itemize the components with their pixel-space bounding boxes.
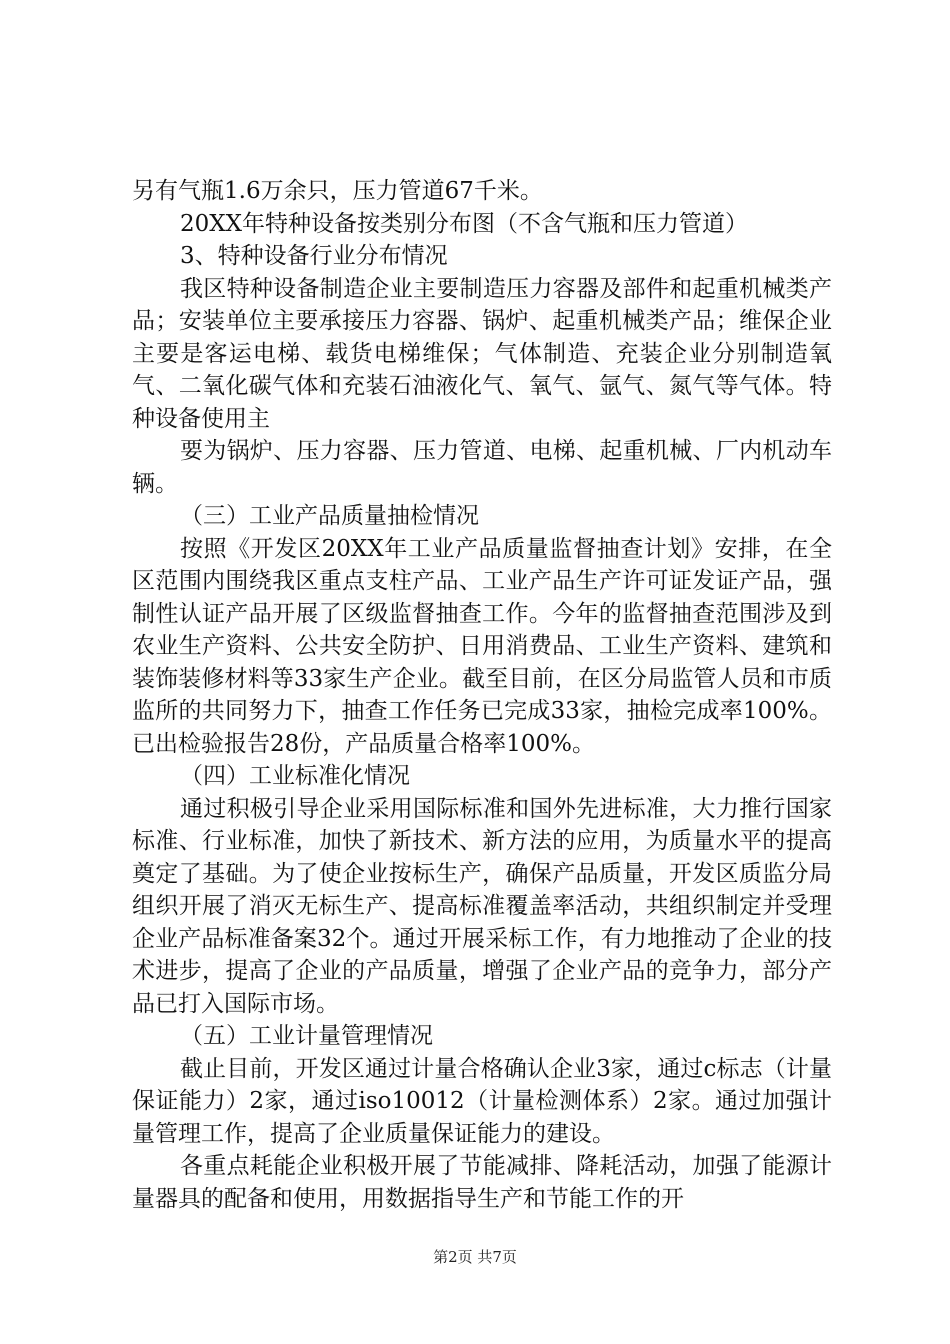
document-body [132,175,832,1215]
section-heading: （五）工业计量管理情况 [180,1023,433,1049]
paragraph: 各重点耗能企业积极开展了节能减排、降耗活动，加强了能源计量器具的配备和使用，用数据指导生产和节能工作的开 [132,1153,832,1212]
paragraph: 通过积极引导企业采用国际标准和国外先进标准，大力推行国家标准、行业标准，加快了新技术、新方法的应用，为质量水平的提高奠定了基础。为了使企业按标生产，确保产品质量，开发区质监分局组织开展了消灭无标生产、提高标准覆盖率活动，共组织制定并受理企业产品标准备案32个。通过开展采标工作，有力地推动了企业的技术进步，提高了企业的产品质量，增强了企业产品的竞争力，部分产品已打入国际市场。 [132,795,832,1017]
paragraph: 按照《开发区20XX年工业产品质量监督抽查计划》安排，在全区范围内围绕我区重点支柱产品、工业产品生产许可证发证产品，强制性认证产品开展了区级监督抽查工作。今年的监督抽查范围涉及到农业生产资料、公共安全防护、日用消费品、工业生产资料、建筑和装饰装修材料等33家生产企业。截至目前，在区分局监管人员和市质监所的共同努力下，抽查工作任务已完成33家，抽检完成率100%。已出检验报告28份，产品质量合格率100%。 [132,535,832,757]
paragraph: 要为锅炉、压力容器、压力管道、电梯、起重机械、厂内机动车辆。 [132,438,832,497]
paragraph: 我区特种设备制造企业主要制造压力容器及部件和起重机械类产品；安装单位主要承接压力容器、锅炉、起重机械类产品；维保企业主要是客运电梯、载货电梯维保；气体制造、充装企业分别制造氧气、二氧化碳气体和充装石油液化气、氧气、氩气、氮气等气体。特种设备使用主 [132,275,832,432]
section-heading: （三）工业产品质量抽检情况 [180,503,479,529]
section-heading: 3、特种设备行业分布情况 [180,243,448,269]
page-number: 第2页 共7页 [433,1248,517,1266]
section-heading: （四）工业标准化情况 [180,763,410,789]
chart-caption: 20XX年特种设备按类别分布图（不含气瓶和压力管道） [180,210,749,237]
paragraph: 另有气瓶1.6万余只，压力管道67千米。 [132,178,543,204]
paragraph: 截止目前，开发区通过计量合格确认企业3家，通过c标志（计量保证能力）2家，通过iso10012（计量检测体系）2家。通过加强计量管理工作，提高了企业质量保证能力的建设。 [132,1055,832,1147]
